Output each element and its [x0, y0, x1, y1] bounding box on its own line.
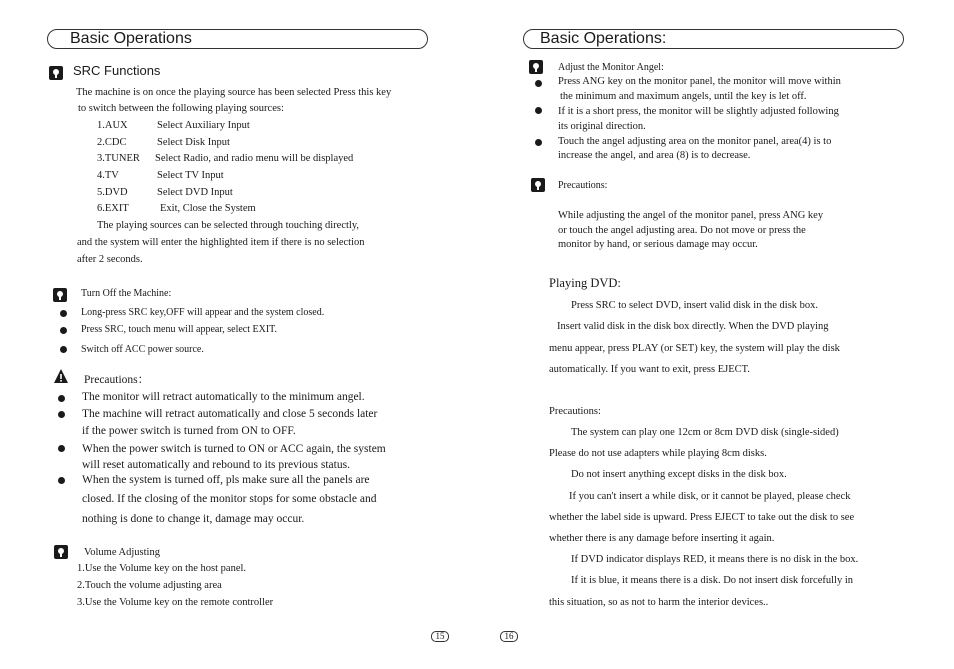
adjust-angle-title: Adjust the Monitor Angel:: [558, 62, 664, 73]
dvd-line: Press SRC to select DVD, insert valid disk in the disk box.: [571, 300, 819, 311]
left-header-text: Basic Operations: [70, 30, 192, 47]
left-page-header: [47, 29, 428, 49]
source-desc: Select Radio, and radio menu will be displayed: [155, 153, 354, 164]
source-desc: Select DVD Input: [157, 187, 233, 198]
source-name: 5.DVD: [97, 187, 128, 198]
src-outro-line: and the system will enter the highlighted item if there is no selection: [77, 237, 365, 248]
bullet-icon: [60, 327, 67, 334]
precaution-line: if the power switch is turned from ON to OFF.: [82, 425, 296, 437]
source-name: 2.CDC: [97, 137, 127, 148]
info-icon: [53, 288, 67, 302]
bullet-icon: [535, 139, 542, 146]
source-name: 4.TV: [97, 170, 119, 181]
volume-title: Volume Adjusting: [84, 547, 160, 558]
bullet-icon: [58, 445, 65, 452]
source-desc: Select TV Input: [157, 170, 224, 181]
dvd-precaution-line: If it is blue, it means there is a disk. Do not insert disk forcefully in: [571, 575, 853, 586]
src-functions-title: SRC Functions: [73, 63, 161, 78]
right-page-header: [523, 29, 904, 49]
precaution-line: When the power switch is turned to ON or ACC again, the system: [82, 443, 386, 455]
dvd-line: Insert valid disk in the disk box directly. When the DVD playing: [557, 321, 829, 332]
dvd-line: menu appear, press PLAY (or SET) key, the system will play the disk: [549, 343, 840, 354]
adjust-line: its original direction.: [558, 121, 646, 132]
dvd-precaution-line: this situation, so as not to harm the interior devices..: [549, 597, 769, 608]
adjust-line: increase the angel, and area (8) is to decrease.: [558, 150, 751, 161]
angle-precautions-title: Precautions:: [558, 180, 608, 191]
angle-precaution-line: While adjusting the angel of the monitor panel, press ANG key: [558, 210, 824, 221]
volume-item: 3.Use the Volume key on the remote controller: [77, 597, 274, 608]
dvd-precaution-line: If you can't insert a while disk, or it cannot be played, please check: [569, 491, 851, 502]
volume-item: 1.Use the Volume key on the host panel.: [77, 563, 247, 574]
dvd-precaution-line: whether there is any damage before inserting it again.: [549, 533, 775, 544]
bullet-icon: [535, 107, 542, 114]
source-desc: Select Disk Input: [157, 137, 230, 148]
bullet-icon: [58, 411, 65, 418]
dvd-precaution-line: Please do not use adapters while playing 8cm disks.: [549, 448, 767, 459]
turn-off-item: Press SRC, touch menu will appear, select EXIT.: [81, 324, 278, 335]
bullet-icon: [58, 477, 65, 484]
info-icon: [49, 66, 63, 80]
info-icon: [531, 178, 545, 192]
adjust-line: Touch the angel adjusting area on the monitor panel, area(4) is to: [558, 136, 832, 147]
bullet-icon: [58, 395, 65, 402]
angle-precaution-line: or touch the angel adjusting area. Do not move or press the: [558, 225, 806, 236]
src-outro-line: after 2 seconds.: [77, 254, 143, 265]
source-desc: Exit, Close the System: [160, 203, 256, 214]
angle-precaution-line: monitor by hand, or serious damage may occur.: [558, 239, 758, 250]
precaution-line: The machine will retract automatically and close 5 seconds later: [82, 408, 378, 420]
source-name: 3.TUNER: [97, 153, 140, 164]
page-number-right: 16: [500, 631, 518, 642]
dvd-line: automatically. If you want to exit, press EJECT.: [549, 364, 750, 375]
bullet-icon: [60, 310, 67, 317]
src-intro-line: The machine is on once the playing source has been selected Press this key: [76, 87, 392, 98]
dvd-precautions-title: Precautions:: [549, 406, 601, 417]
dvd-precaution-line: whether the label side is upward. Press EJECT to take out the disk to see: [549, 512, 855, 523]
right-header-text: Basic Operations:: [540, 30, 667, 47]
src-outro-line: The playing sources can be selected through touching directly,: [97, 220, 360, 231]
dvd-precaution-line: If DVD indicator displays RED, it means there is no disk in the box.: [571, 554, 859, 565]
adjust-line: If it is a short press, the monitor will be slightly adjusted following: [558, 106, 839, 117]
warning-icon: [53, 368, 69, 384]
dvd-precaution-line: The system can play one 12cm or 8cm DVD disk (single-sided): [571, 427, 839, 438]
info-icon: [529, 60, 543, 74]
turn-off-item: Switch off ACC power source.: [81, 344, 204, 355]
page-number-left: 15: [431, 631, 449, 642]
precautions-title: Precautions：: [84, 374, 150, 386]
turn-off-title: Turn Off the Machine:: [81, 288, 172, 299]
precaution-line: will reset automatically and rebound to its previous status.: [82, 459, 350, 471]
src-intro-line: to switch between the following playing sources:: [78, 103, 284, 114]
precaution-line: nothing is done to change it, damage may occur.: [82, 513, 305, 525]
turn-off-item: Long-press SRC key,OFF will appear and the system closed.: [81, 307, 325, 318]
info-icon: [54, 545, 68, 559]
dvd-precaution-line: Do not insert anything except disks in the disk box.: [571, 469, 787, 480]
source-desc: Select Auxiliary Input: [157, 120, 250, 131]
volume-item: 2.Touch the volume adjusting area: [77, 580, 222, 591]
adjust-line: the minimum and maximum angels, until the key is let off.: [560, 91, 807, 102]
playing-dvd-title: Playing DVD:: [549, 276, 621, 290]
precaution-line: When the system is turned off, pls make sure all the panels are: [82, 474, 370, 486]
source-name: 1.AUX: [97, 120, 128, 131]
source-name: 6.EXIT: [97, 203, 129, 214]
precaution-line: closed. If the closing of the monitor stops for some obstacle and: [82, 493, 377, 505]
precaution-line: The monitor will retract automatically to the minimum angel.: [82, 391, 365, 403]
bullet-icon: [535, 80, 542, 87]
adjust-line: Press ANG key on the monitor panel, the monitor will move within: [558, 76, 841, 87]
bullet-icon: [60, 346, 67, 353]
